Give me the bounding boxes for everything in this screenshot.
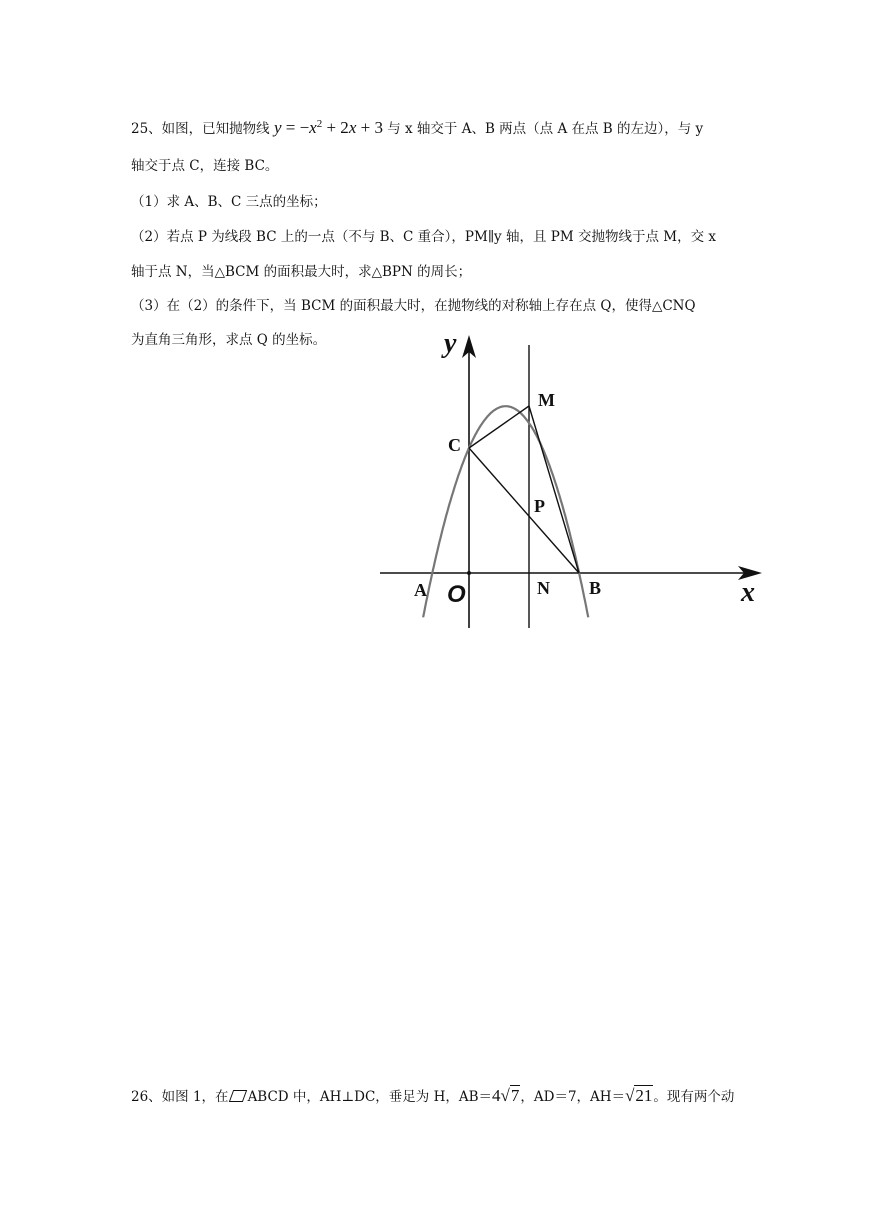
problem26-given-cont: ，AD＝7，AH＝ [520,1089,626,1105]
x-axis-label: x [741,577,755,608]
origin-label: O [447,581,466,608]
segment-mb [529,406,579,573]
problem25-line2: 轴交于点 C，连接 BC。 [131,158,279,174]
point-n-label: N [537,578,550,598]
problem26-end: 。现有两个动 [653,1089,735,1105]
y-axis-label: y [444,328,457,359]
point-p-label: P [534,496,545,516]
problem26-line1 [131,1087,734,1106]
point-a-label: A [414,580,427,600]
problem25-question3-line2: 为直角三角形，求点 Q 的坐标。 [131,332,327,348]
problem25-question2-line2: 轴于点 N，当△BCM 的面积最大时，求△BPN 的周长； [131,264,472,280]
problem26-given: ABCD 中，AH⊥DC，垂足为 H，AB＝ [247,1089,493,1105]
segment-cb [469,448,579,573]
ah-value: √21 [625,1086,653,1105]
problem25-intro-cont: 与 x 轴交于 A、B 两点（点 A 在点 B 的左边），与 y [387,121,704,137]
problem25-question1: （1）求 A、B、C 三点的坐标； [131,194,327,210]
problem25-intro: 25、如图，已知抛物线 [131,121,270,137]
segment-cm [469,406,529,448]
problem25-line1 [131,119,703,138]
problem25-question2-line1: （2）若点 P 为线段 BC 上的一点（不与 B、C 重合），PM∥y 轴，且 PM 交抛物线于点 M，交 x [131,229,716,245]
parabola-figure [375,325,775,635]
ab-value: 4√7 [492,1086,520,1105]
point-b-label: B [589,578,602,598]
parabola-equation: $y = -x^2 + 2x + 3$ [273,118,388,137]
point-c-label: C [448,435,461,455]
point-m-label: M [538,390,555,410]
problem26-intro: 26、如图 1，在 [131,1089,229,1105]
parallelogram-icon [228,1090,246,1102]
origin-dot [467,571,471,575]
problem25-question3-line1: （3）在（2）的条件下，当 BCM 的面积最大时，在抛物线的对称轴上存在点 Q，使得△CNQ [131,298,696,314]
